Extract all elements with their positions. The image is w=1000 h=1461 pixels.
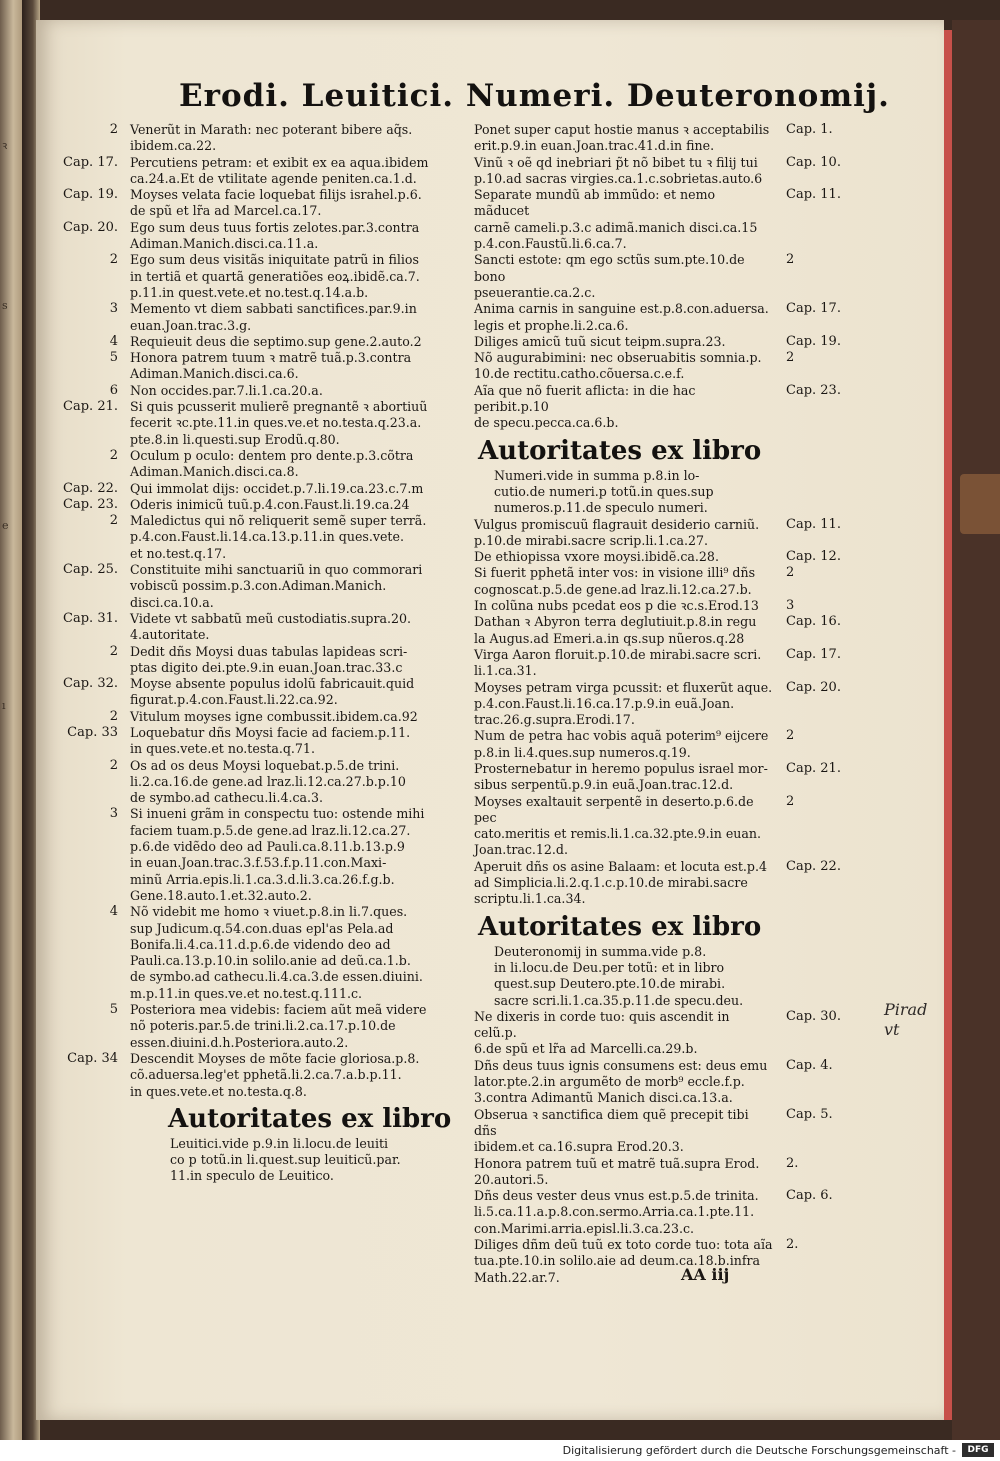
entry-text: Vinũ ꝛ oẽ qd inebriari p̃t nõ bibet tu ꝛ filij tui p.10.ad sacras virgies.ca.1.c.sobrietas.auto.6 [474,154,763,186]
entry-number: Cap. 10. [786,154,841,170]
entry-number: Cap. 5. [786,1106,833,1122]
entry-text: Videte vt sabbatũ meũ custodiatis.supra.20. 4.autoritate. [130,610,412,643]
entry-number: Cap. 20. [786,679,841,695]
entry [446,859,876,908]
entry-text: Requieuit deus die septimo.sup gene.2.auto.2 [130,333,422,349]
entry-text: Moyse absente populus idolũ fabricauit.quid figurat.p.4.con.Faust.li.22.ca.92. [130,676,415,708]
entry-number: Cap. 4. [786,1057,833,1073]
entry-text: Honora patrem tuũ et matrẽ tuã.supra Erod. 20.autori.5. [474,1155,760,1187]
entry [446,187,876,252]
entry-text: Separate mundũ ab immũdo: et nemo mãducet carnẽ cameli.p.3.c adimã.manich disci.ca.15 p.4.con.Faustũ.li.6.ca.7. [474,187,758,252]
right-column [446,122,876,1286]
section-body: Deuteronomij in summa.vide p.8. in li.locu.de Deu.per totũ: et in libro quest.sup Deutero.pte.10.de mirabi. sacre scri.li.1.ca.35.p.11.de specu.deu. [494,943,744,1008]
entry-text: Nõ augurabimini: nec obseruabitis somnia.p. 10.de rectitu.catho.cõuersa.c.e.f. [474,350,762,382]
entry-number: 2 [786,252,795,268]
entry-text: Diliges amicũ tuũ sicut teipm.supra.23. [474,333,726,349]
entry-text: Maledictus qui nõ reliquerit semẽ super terrã. p.4.con.Faust.li.14.ca.13.p.11.in ques.vete. et no.test.q.17. [130,513,427,561]
entry-text: Ego sum deus visitãs iniquitate patrũ in filios in tertiã et quartã generatiões eoꝝ.ibidẽ.ca.7. p.11.in quest.vete.et no.test.q.14.a.b. [130,252,420,300]
entry-text: Moyses exaltauit serpentẽ in deserto.p.6.de pec cato.meritis et remis.li.1.ca.32.pte.9.in euan. Joan.trac.12.d. [474,793,761,858]
entry-number: Cap. 23. [63,496,118,512]
entry-text: De ethiopissa vxore moysi.ibidẽ.ca.28. [474,549,719,565]
entry-number: Cap. 17. [63,154,118,170]
entry [40,676,460,709]
entry [446,252,876,301]
entry [446,1107,876,1156]
entry-number: 2 [786,793,795,809]
entry-number: Cap. 11. [786,516,841,532]
bookmark-tab [960,474,1000,534]
section-body: Numeri.vide in summa p.8.in lo- cutio.de numeri.p totũ.in ques.sup numeros.p.11.de speculo numeri. [494,467,714,516]
entry [446,549,876,565]
entry-number: 2 [109,447,118,463]
entry-number: Cap. 33 [67,724,118,740]
entry-number: 3 [109,301,118,317]
entry [446,647,876,680]
footer-bar [0,1440,1000,1461]
entry [40,1051,460,1100]
entry [40,709,460,725]
entry [446,1237,876,1286]
entry-number: 4 [109,904,118,920]
entry [40,497,460,513]
entry-text: Obserua ꝛ sanctifica diem quẽ precepit tibi dñs ibidem.et ca.16.supra Erod.20.3. [474,1106,749,1155]
entry-number: 2 [786,728,795,744]
entry-text: Moyses petram virga pcussit: et fluxerũt aque. p.4.con.Faust.li.16.ca.17.p.9.in euã.Joan. trac.26.g.supra.Erodi.17. [474,679,773,728]
entry [40,448,460,481]
entry-number: 2 [786,565,795,581]
entry-text: Num de petra hac vobis aquã poterim⁹ eijcere p.8.in li.4.ques.sup numeros.q.19. [474,728,769,760]
entry [446,794,876,859]
entry-text: Dñs deus tuus ignis consumens est: deus emu lator.pte.2.in argumẽto de morb⁹ eccle.f.p. 3.contra Adimantũ Manich disci.ca.13.a. [474,1057,768,1106]
entry [40,611,460,644]
entry [446,680,876,729]
entry-text: Qui immolat dijs: occidet.p.7.li.19.ca.23.c.7.m [130,480,424,496]
entry [446,1058,876,1107]
entry-text: Si inueni grãm in conspectu tuo: ostende mihi faciem tuam.p.5.de gene.ad lraz.li.12.ca.27. p.6.de vidẽdo deo ad Pauli.ca.8.11.b.13.p.9 in euan.Joan.trac.3.f.53.f.p.11.con.Maxi- minũ Arria.epis.li.1.ca.3.d.li.3.ca.26.f.g.b. Gene.18.auto.1.et.32.auto.2. [130,806,425,903]
entry-number: Cap. 17. [786,646,841,662]
entry-number: 2 [786,350,795,366]
section-body: Leuitici.vide p.9.in li.locu.de leuiti co p totũ.in li.quest.sup leuiticũ.par. 11.in speculo de Leuitico. [170,1135,401,1184]
entry-text: Honora patrem tuum ꝛ matrẽ tuã.p.3.contra Adiman.Manich.disci.ca.6. [130,350,412,382]
entry-text: Non occides.par.7.li.1.ca.20.a. [130,382,323,398]
footer-credit: Digitalisierung gefördert durch die Deutsche Forschungsgemeinschaft - [562,1444,956,1457]
entry [446,350,876,383]
entry [40,187,460,220]
entry-number: 2 [109,708,118,724]
entry-text: Anima carnis in sanguine est.p.8.con.aduersa. legis et prophe.li.2.ca.6. [474,301,769,333]
entry-number: Cap. 12. [786,549,841,565]
entry-text: Si fuerit pphetã inter vos: in visione illi⁹ dñs cognoscat.p.5.de gene.ad lraz.li.12.ca.27.b. [474,565,756,597]
entry-number: Cap. 1. [786,122,833,137]
entry-number: Cap. 21. [786,760,841,776]
entry-text: Constituite mihi sanctuariũ in quo commorari vobiscũ possim.p.3.con.Adiman.Manich. disci.ca.10.a. [130,562,423,610]
entry-number: Cap. 30. [786,1008,841,1024]
page [36,20,944,1420]
entry [40,904,460,1002]
entry-text: Loquebatur dñs Moysi facie ad faciem.p.11. in ques.vete.et no.testa.q.71. [130,724,411,757]
entry-number: Cap. 22. [786,858,841,874]
book-cover-right [952,20,1000,1440]
entry-text: Ego sum deus tuus fortis zelotes.par.3.contra Adiman.Manich.disci.ca.11.a. [130,219,420,252]
entry [40,220,460,253]
entry-number: 3 [109,806,118,822]
entry-text: Memento vt diem sabbati sanctifices.par.9.in euan.Joan.trac.3.g. [130,301,417,333]
entry [446,728,876,761]
entry [40,725,460,758]
entry [446,122,876,155]
entry-number: Cap. 19. [63,187,118,203]
entry-text: Aperuit dñs os asine Balaam: et locuta est.p.4 ad Simplicia.li.2.q.1.c.p.10.de mirabi.sacre scriptu.li.1.ca.34. [474,858,768,907]
entry [40,334,460,350]
entry [446,761,876,794]
entry-text: Diliges dñm deũ tuũ ex toto corde tuo: tota aĩa tua.pte.10.in solilo.aie ad deum.ca.18.b.infra Math.22.ar.7. [474,1237,773,1285]
handwritten-margin-note: Pirad vt [884,1000,928,1039]
entry-text: Percutiens petram: et exibit ex ea aqua.ibidem ca.24.a.Et de vtilitate agende peniten.ca.1.d. [130,154,429,186]
entry-text: Dedit dñs Moysi duas tabulas lapideas scri- ptas digito dei.pte.9.in euan.Joan.trac.33.c [130,643,408,675]
entry-number: 2 [109,252,118,268]
entry-number: 2. [786,1237,799,1252]
entry-number: Cap. 16. [786,614,841,630]
entry-text: Ponet super caput hostie manus ꝛ acceptabilis erit.p.9.in euan.Joan.trac.41.d.in fine. [474,122,770,154]
page-header-title: Erodi. Leuitici. Numeri. Deuteronomij. [179,78,890,114]
entry-number: 2 [109,513,118,529]
entry [40,806,460,904]
entry [40,301,460,334]
entry [446,1009,876,1058]
entry [40,1002,460,1051]
entry [40,562,460,611]
entry [40,481,460,497]
entry [40,644,460,677]
entry-number: 2 [109,643,118,659]
entry-number: 4 [109,333,118,349]
entry-number: Cap. 23. [786,382,841,398]
entry [446,1188,876,1237]
entry-text: Prosternebatur in heremo populus israel mor- sibus serpentũ.p.9.in euã.Joan.trac.12.d. [474,760,768,793]
entry-number: 5 [109,350,118,366]
entry [40,513,460,562]
entry-number: 2 [109,122,118,137]
entry [40,122,460,155]
entry-text: Os ad os deus Moysi loquebat.p.5.de trini. li.2.ca.16.de gene.ad lraz.li.12.ca.27.b.p.10 de symbo.ad cathecu.li.4.ca.3. [130,757,406,806]
entry-number: Cap. 21. [63,399,118,415]
entry-text: Dathan ꝛ Abyron terra deglutiuit.p.8.in regu la Augus.ad Emeri.a.in qs.sup nũeros.q.28 [474,614,757,646]
entry-number: Cap. 11. [786,187,841,203]
entry [446,598,876,614]
section-title: Autoritates ex libro [478,911,762,942]
entry-number: Cap. 32. [63,676,118,692]
entry-number: Cap. 22. [63,480,118,496]
entry-text: Virga Aaron floruit.p.10.de mirabi.sacre scri. li.1.ca.31. [474,646,762,679]
entry-number: 6 [109,382,118,398]
entry-number: 3 [786,598,795,614]
entry-number: Cap. 19. [786,333,841,349]
entry-text: Descendit Moyses de mõte facie gloriosa.p.8. cõ.aduersa.leg'et pphetã.li.2.ca.7.a.b.p.11. in ques.vete.et no.testa.q.8. [130,1050,420,1099]
entry [40,350,460,383]
entry-number: 2. [786,1155,799,1171]
red-page-edge [944,30,952,1420]
entry-text: Aĩa que nõ fuerit aflicta: in die hac peribit.p.10 de specu.pecca.ca.6.b. [474,382,696,431]
entry-number: Cap. 31. [63,610,118,626]
entry-number: Cap. 6. [786,1188,833,1204]
left-column [40,122,460,1185]
section-title: Autoritates ex libro [168,1103,452,1134]
signature-mark: AA iij [681,1265,730,1284]
entry-number: 5 [109,1002,118,1018]
dfg-logo: DFG [962,1443,994,1457]
entry [446,334,876,350]
entry-text: Oculum p oculo: dentem pro dente.p.3.cõtra Adiman.Manich.disci.ca.8. [130,447,414,480]
entry [40,383,460,399]
entry-number: 2 [109,757,118,773]
entry [40,399,460,448]
entry [40,155,460,188]
entry [446,517,876,550]
entry-number: Cap. 34 [67,1050,118,1066]
entry-text: In colũna nubs pcedat eos p die ꝛc.s.Erod.13 [474,598,759,614]
entry [446,565,876,598]
entry [446,614,876,647]
entry-number: Cap. 17. [786,301,841,317]
entry-text: Oderis inimicũ tuũ.p.4.con.Faust.li.19.ca.24 [130,496,410,512]
entry [40,252,460,301]
entry-text: Vulgus promiscuũ flagrauit desiderio carniũ. p.10.de mirabi.sacre scrip.li.1.ca.27. [474,516,760,548]
entry-text: Sancti estote: qm ego sctũs sum.pte.10.de bono pseuerantie.ca.2.c. [474,252,745,300]
entry-text: Venerũt in Marath: nec poterant bibere aq̃s. ibidem.ca.22. [130,122,413,154]
entry [446,301,876,334]
entry [446,383,876,432]
entry-text: Si quis pcusserit mulierẽ pregnantẽ ꝛ abortiuũ fecerit ꝛc.pte.11.in ques.ve.et no.testa.q.23.a. pte.8.in li.questi.sup Erodũ.q.80. [130,399,428,447]
entry-text: Posteriora mea videbis: faciem aũt meã videre nõ poteris.par.5.de trini.li.2.ca.17.p.10.de essen.diuini.d.h.Posteriora.auto.2. [130,1002,427,1050]
left-page-edge: ꝛ s e ı [0,0,24,1440]
entry-number: Cap. 20. [63,219,118,235]
entry-number: Cap. 25. [63,562,118,578]
entry-text: Moyses velata facie loquebat filijs israhel.p.6. de spũ et lr̃a ad Marcel.ca.17. [130,187,422,219]
entry [40,758,460,807]
entry-text: Ne dixeris in corde tuo: quis ascendit in celũ.p. 6.de spũ et lr̃a ad Marcelli.ca.29.b. [474,1008,730,1057]
section-title: Autoritates ex libro [478,435,762,466]
entry-text: Dñs deus vester deus vnus est.p.5.de trinita. li.5.ca.11.a.p.8.con.sermo.Arria.ca.1.pte.11. con.Marimi.arria.episl.li.3.ca.23.c. [474,1188,759,1236]
entry [446,155,876,188]
entry [446,1156,876,1189]
entry-text: Nõ videbit me homo ꝛ viuet.p.8.in li.7.ques. sup Judicum.q.54.con.duas epl'as Pela.ad Bonifa.li.4.ca.11.d.p.6.de videndo deo ad Pauli.ca.13.p.10.in solilo.anie ad deũ.ca.1.b. de symbo.ad cathecu.li.4.ca.3.de essen.diuini. m.p.11.in ques.ve.et no.test.q.111.c. [130,904,423,1001]
entry-text: Vitulum moyses igne combussit.ibidem.ca.92 [130,708,418,724]
